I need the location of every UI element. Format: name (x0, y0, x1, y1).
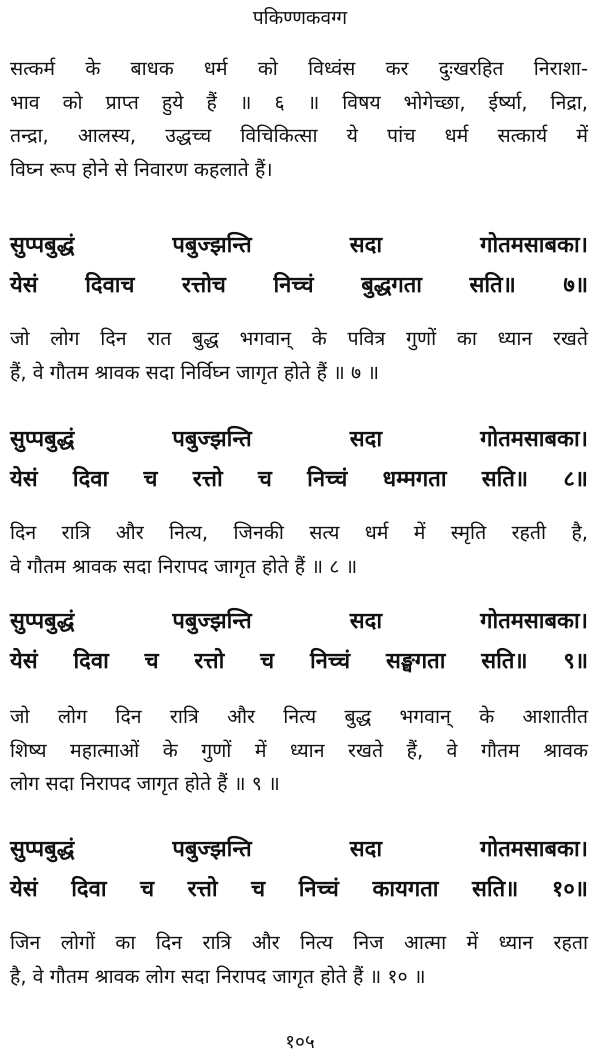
running-header: पकिण्णकवग्ग (252, 7, 348, 29)
commentary-paragraph-9 (10, 700, 588, 801)
text-line: शिष्य महात्माओं के गुणों में ध्यान रखते हैं, वे गौतम श्रावक (10, 738, 588, 762)
verse-line: येसं दिवा च रत्तो च निच्चं कायगता सति॥ १०॥ (10, 877, 588, 902)
commentary-paragraph-7 (10, 322, 588, 389)
text-line: तन्द्रा, आलस्य, उद्धच्च विचिकित्सा ये पांच धर्म सत्कार्य में (10, 124, 588, 147)
text-line: वे गौतम श्रावक सदा निरापद जागृत होते हैं ॥ ८ ॥ (10, 554, 358, 578)
text-line: विघ्न रूप होने से निवारण कहलाते हैं। (10, 157, 273, 181)
commentary-paragraph-6 (10, 52, 588, 186)
verse-line: येसं दिवा च रत्तो च निच्चं सङ्घगता सति॥ ९॥ (10, 649, 588, 674)
text-line: लोग सदा निरापद जागृत होते हैं ॥ ९ ॥ (10, 772, 280, 795)
verse-line: सुप्पबुद्धं पबुज्झन्ति सदा गोतमसाबका। (10, 837, 588, 862)
verse-line: येसं दिवा च रत्तो च निच्चं धम्मगता सति॥ ८॥ (10, 467, 588, 492)
verse-8 (10, 420, 588, 500)
text-line: सत्कर्म के बाधक धर्म को विध्वंस कर दुःखरहित निराशा- (10, 57, 588, 80)
text-line: दिन रात्रि और नित्य, जिनकी सत्य धर्म में स्मृति रहती है, (10, 521, 588, 544)
verse-line: येसं दिवाच रत्तोच निच्चं बुद्धगता सति॥ ७॥ (10, 273, 588, 298)
text-line: जो लोग दिन रात्रि और नित्य बुद्ध भगवान् के आशातीत (10, 705, 588, 728)
verse-7 (10, 226, 588, 306)
text-line: हैं, वे गौतम श्रावक सदा निर्विघ्न जागृत होते हैं ॥ ७ ॥ (10, 360, 380, 384)
commentary-paragraph-10 (10, 926, 588, 993)
verse-9 (10, 602, 588, 682)
verse-line: सुप्पबुद्धं पबुज्झन्ति सदा गोतमसाबका। (10, 427, 588, 452)
text-line: भाव को प्राप्त हुये हैं ॥ ६ ॥ विषय भोगेच्छा, ईर्ष्या, निद्रा, (10, 90, 588, 114)
text-line: जो लोग दिन रात बुद्ध भगवान् के पवित्र गुणों का ध्यान रखते (10, 327, 588, 350)
verse-line: सुप्पबुद्धं पबुज्झन्ति सदा गोतमसाबका। (10, 233, 588, 258)
text-line: जिन लोगों का दिन रात्रि और नित्य निज आत्मा में ध्यान रहता (10, 931, 588, 954)
verse-10 (10, 830, 588, 910)
commentary-paragraph-8 (10, 516, 588, 583)
verse-line: सुप्पबुद्धं पबुज्झन्ति सदा गोतमसाबका। (10, 609, 588, 634)
text-line: है, वे गौतम श्रावक लोग सदा निरापद जागृत होते हैं ॥ १० ॥ (10, 964, 426, 988)
page-number: १०५ (285, 1031, 315, 1053)
